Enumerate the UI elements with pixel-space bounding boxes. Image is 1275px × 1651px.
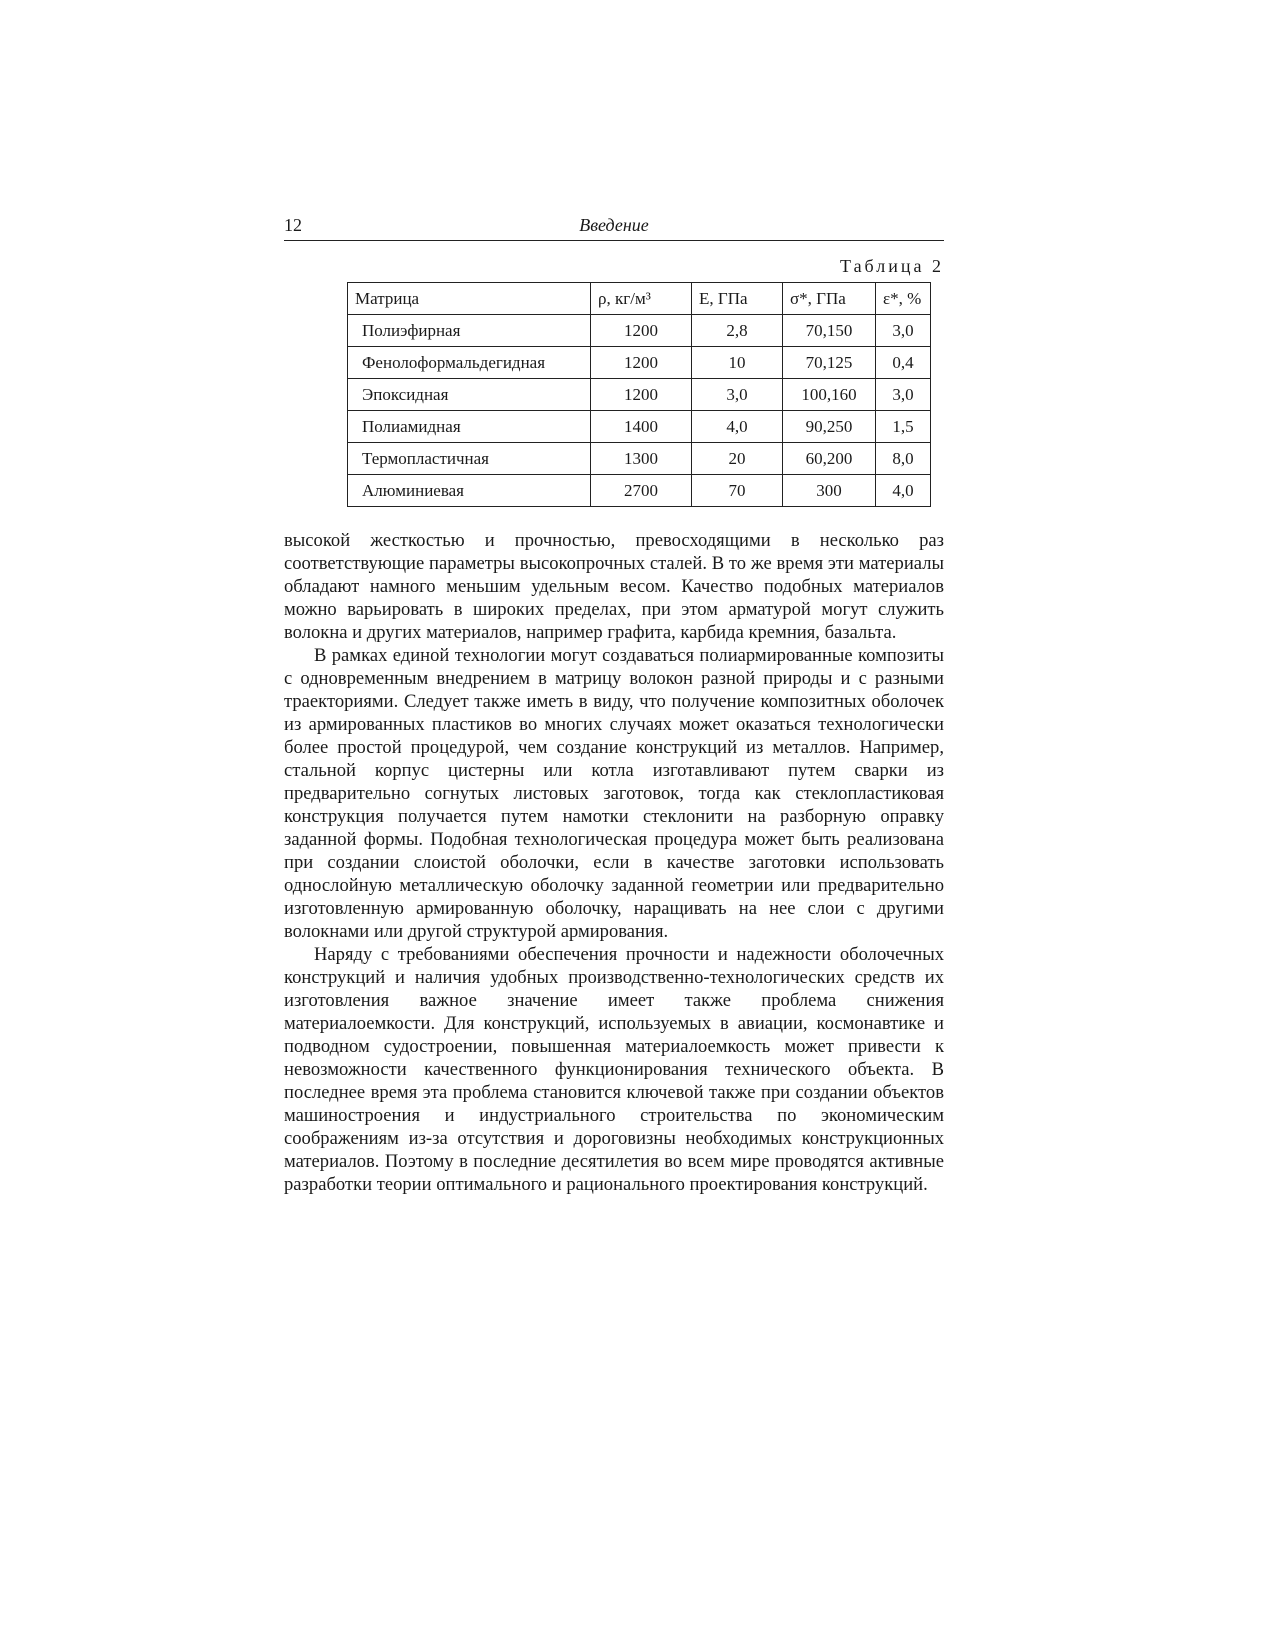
table-caption: Таблица 2	[840, 256, 944, 276]
cell-matrix: Фенолоформальдегидная	[348, 347, 591, 379]
column-header-matrix: Матрица	[348, 283, 591, 315]
cell-matrix: Эпоксидная	[348, 379, 591, 411]
cell-strength: 100,160	[783, 379, 876, 411]
cell-modulus: 20	[692, 443, 783, 475]
column-header-density: ρ, кг/м³	[591, 283, 692, 315]
cell-density: 1400	[591, 411, 692, 443]
cell-strength: 70,150	[783, 315, 876, 347]
cell-strain: 0,4	[876, 347, 931, 379]
cell-strength: 300	[783, 475, 876, 507]
table-header-row	[348, 283, 931, 315]
cell-density: 1200	[591, 315, 692, 347]
paragraph: Наряду с требованиями обеспечения прочности и надежности оболочечных конструкций и наличия удобных производственно-технологических средств их изготовления важное значение имеет также проблема снижения материалоемкости. Для конструкций, используемых в авиации, космонавтике и подводном судостроении, повышенная материалоемкость может привести к невозможности качественного функционирования технического объекта. В последнее время эта проблема становится ключевой также при создании объектов машиностроения и индустриального строительства по экономическим соображениям из-за отсутствия и дороговизны необходимых конструкционных материалов. Поэтому в последние десятилетия во всем мире проводятся активные разработки теории оптимального и рационального проектирования конструкций.	[284, 944, 944, 1195]
cell-modulus: 2,8	[692, 315, 783, 347]
cell-matrix: Алюминиевая	[348, 475, 591, 507]
column-header-modulus: E, ГПа	[692, 283, 783, 315]
cell-strength: 70,125	[783, 347, 876, 379]
page-number: 12	[284, 215, 302, 235]
materials-table	[347, 282, 931, 507]
table-row	[348, 411, 931, 443]
cell-modulus: 70	[692, 475, 783, 507]
column-header-strain: ε*, %	[876, 283, 931, 315]
body-text	[284, 529, 944, 1196]
cell-density: 1300	[591, 443, 692, 475]
table-row	[348, 315, 931, 347]
running-header	[284, 214, 944, 241]
column-header-strength: σ*, ГПа	[783, 283, 876, 315]
table-row	[348, 347, 931, 379]
cell-density: 1200	[591, 347, 692, 379]
cell-modulus: 4,0	[692, 411, 783, 443]
table-row	[348, 443, 931, 475]
cell-modulus: 3,0	[692, 379, 783, 411]
cell-density: 1200	[591, 379, 692, 411]
table-row	[348, 379, 931, 411]
cell-strain: 3,0	[876, 315, 931, 347]
paragraph: В рамках единой технологии могут создаваться полиармированные композиты с одновременным внедрением в матрицу волокон разной природы и с разными траекториями. Следует также иметь в виду, что получение композитных оболочек из армированных пластиков во многих случаях может оказаться технологически более простой процедурой, чем создание конструкций из металлов. Например, стальной корпус цистерны или котла изготавливают путем сварки из предварительно согнутых листовых заготовок, тогда как стеклопластиковая конструкция получается путем намотки стеклонити на разборную оправку заданной формы. Подобная технологическая процедура может быть реализована при создании слоистой оболочки, если в качестве заготовки использовать однослойную металлическую оболочку заданной геометрии или предварительно изготовленную армированную оболочку, наращивать на нее слои с другими волокнами или другой структурой армирования.	[284, 645, 944, 942]
cell-strain: 4,0	[876, 475, 931, 507]
cell-matrix: Полиамидная	[348, 411, 591, 443]
cell-strain: 8,0	[876, 443, 931, 475]
cell-strength: 60,200	[783, 443, 876, 475]
cell-matrix: Полиэфирная	[348, 315, 591, 347]
paragraph: высокой жесткостью и прочностью, превосходящими в несколько раз соответствующие параметры высокопрочных сталей. В то же время эти материалы обладают намного меньшим удельным весом. Качество подобных материалов можно варьировать в широких пределах, при этом арматурой могут служить волокна и других материалов, например графита, карбида кремния, базальта.	[284, 530, 944, 643]
cell-density: 2700	[591, 475, 692, 507]
cell-strain: 1,5	[876, 411, 931, 443]
cell-strength: 90,250	[783, 411, 876, 443]
cell-strain: 3,0	[876, 379, 931, 411]
book-page	[284, 214, 944, 1196]
cell-matrix: Термопластичная	[348, 443, 591, 475]
cell-modulus: 10	[692, 347, 783, 379]
table-row	[348, 475, 931, 507]
running-title: Введение	[579, 215, 649, 235]
